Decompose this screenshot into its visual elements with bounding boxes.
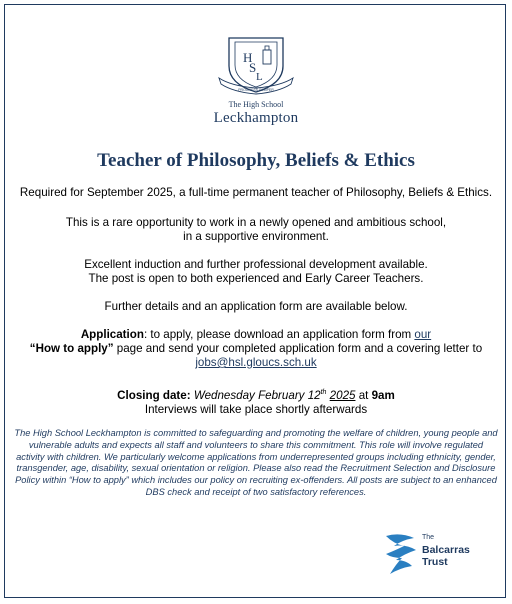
closing-time: 9am [371, 388, 395, 402]
balcarras-trust-logo [382, 530, 492, 580]
our-link[interactable]: our [414, 328, 432, 341]
trust-the: The [422, 534, 435, 541]
trust-swirl-icon [382, 530, 422, 576]
further-details-text: Further details and an application form are available below. [104, 300, 408, 313]
how-to-apply-link[interactable]: “How to apply” [29, 342, 114, 355]
application-text-2: page and send your completed application form and a covering letter to [113, 342, 483, 355]
induction-line-2: The post is open to both experienced and Early Career Teachers. [88, 272, 424, 285]
motto-text: PROGRESS SEMPER [238, 88, 274, 92]
trust-name [422, 532, 470, 568]
induction-line-1: Excellent induction and further professional development available. [84, 258, 428, 271]
closing-year: 2025 [329, 388, 356, 402]
closing-date: Wednesday February 12 [193, 388, 321, 402]
closing-date-suffix: th [320, 389, 327, 396]
opportunity-line-1: This is a rare opportunity to work in a newly opened and ambitious school, [65, 216, 447, 229]
application-label: Application [80, 328, 144, 341]
email-link[interactable]: jobs@hsl.gloucs.sch.uk [195, 356, 317, 369]
safeguarding-policy-text: The High School Leckhampton is committed to safeguarding and promoting the welfare of children, young people and vulnerable adults and expects all staff and volunteers to share this commitment. This role will involve regulated activity with children. We particularly welcome applications from underrepresented groups including ethnicity, gender, transgender, age, disability, sexual orientation or religion. Please also read the Recruitment Selection and Disclosure Policy within “How to apply” which includes our policy on recruiting ex-offenders. All posts are subject to an enhanced DBS check and receipt of two satisfactory references. [14, 428, 498, 497]
closing-at: at [355, 388, 372, 402]
closing-paragraph [10, 386, 502, 417]
svg-text:S: S [249, 60, 257, 75]
required-text: Required for September 2025, a full-time permanent teacher of Philosophy, Beliefs & Ethics. [19, 186, 493, 199]
school-crest-icon [211, 28, 301, 98]
trust-line-2: Trust [422, 556, 448, 568]
closing-label: Closing date: [117, 388, 191, 402]
application-paragraph [10, 328, 502, 370]
opportunity-text [10, 216, 502, 244]
svg-text:L: L [256, 71, 263, 83]
school-name-small: The High School [228, 100, 284, 109]
school-name-large: Leckhampton [213, 110, 299, 126]
svg-text:H: H [243, 50, 253, 65]
school-logo [0, 28, 512, 127]
interviews-text: Interviews will take place shortly afterwards [144, 402, 368, 416]
job-title: Teacher of Philosophy, Beliefs & Ethics [97, 150, 415, 171]
trust-line-1: Balcarras [422, 544, 470, 556]
application-text-1: : to apply, please download an application form from [143, 328, 415, 341]
induction-text [10, 258, 502, 286]
opportunity-line-2: in a supportive environment. [183, 230, 329, 243]
